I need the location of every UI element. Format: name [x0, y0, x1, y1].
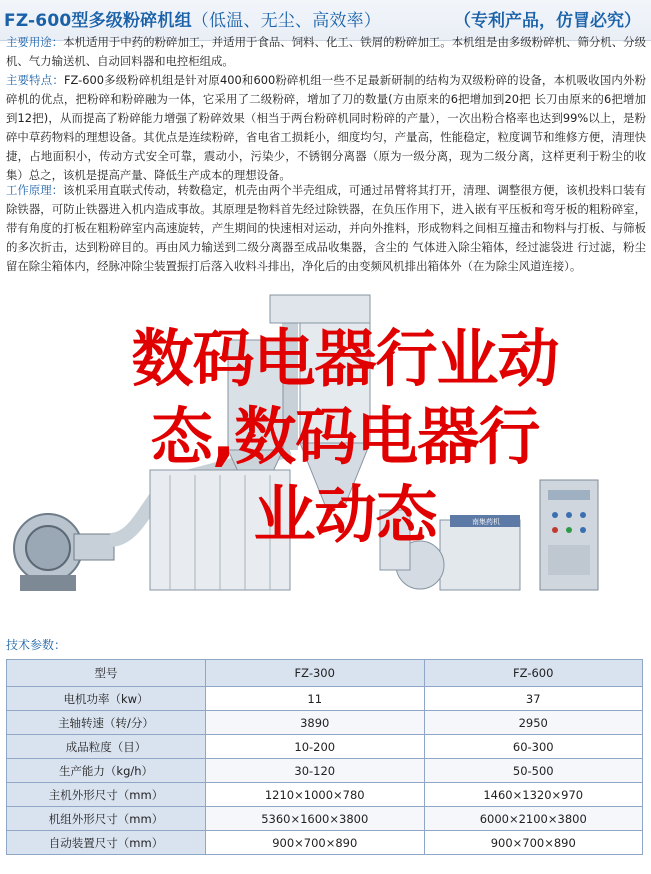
- params-table: [6, 659, 643, 855]
- table-row: [7, 735, 643, 759]
- machine-label: 南集药机: [472, 518, 500, 526]
- table-row: [7, 783, 643, 807]
- table-row: [7, 807, 643, 831]
- section-features: [6, 71, 646, 185]
- section-principle-text: 该机采用直联式传动，转数稳定，机壳由两个半壳组成，可通过吊臂将其打开，清理、调整很方便，该机投料口装有除铁器，可防止铁器进入机内造成事故。其原理是物料首先经过除铁器，在负压作用下，进入嵌有平压板和弯牙板的粗粉碎室，带有角度的打板在粗粉碎室内高速旋转，产生期间的快速相对运动，并向外推料，形成物料之间相互撞击和物料与打板、与筛板的多次折击，达到粉碎目的。再由风力输送到二级分离器至成品收集器，含尘的 气体进入除尘箱体，经过滤袋进 行过滤，粉尘留在除尘箱体内，经脉冲除尘装置振打后落入收料斗排出，净化后的由变频风机排出箱体外（在为除尘风道连接）。: [6, 183, 646, 273]
- patent-notice: （专利产品，仿冒必究）: [454, 11, 641, 31]
- cell-fz600: 2950: [424, 711, 643, 735]
- section-usage-text: 本机适用于中药的粉碎加工，并适用于食品、饲料、化工、铁屑的粉碎加工。本机组是由多级粉碎机、筛分机、分级机、气力输送机、自动回料器和电控柜组成。: [6, 35, 646, 68]
- table-row: [7, 759, 643, 783]
- row-label: 生产能力（kg/h）: [7, 759, 206, 783]
- params-title: 技术参数：: [6, 638, 67, 652]
- overlay-line-2: 态,数码电器行: [150, 400, 540, 473]
- header-cell: FZ-300: [206, 660, 425, 687]
- section-usage-label: 主要用途：: [6, 35, 64, 49]
- table-row: [7, 687, 643, 711]
- title-model: FZ-600型多级粉碎机组: [4, 11, 192, 31]
- section-usage: [6, 33, 646, 71]
- cell-fz600: 50-500: [424, 759, 643, 783]
- cell-fz600: 37: [424, 687, 643, 711]
- overlay-headline: [50, 320, 640, 554]
- cell-fz600: 6000×2100×3800: [424, 807, 643, 831]
- cell-fz600: 1460×1320×970: [424, 783, 643, 807]
- cell-fz300: 900×700×890: [206, 831, 425, 855]
- cell-fz600: 900×700×890: [424, 831, 643, 855]
- header-cell: 型号: [7, 660, 206, 687]
- table-row: [7, 831, 643, 855]
- cell-fz300: 3890: [206, 711, 425, 735]
- cell-fz300: 30-120: [206, 759, 425, 783]
- row-label: 机组外形尺寸（mm）: [7, 807, 206, 831]
- header-cell: FZ-600: [424, 660, 643, 687]
- row-label: 成品粒度（目）: [7, 735, 206, 759]
- cell-fz300: 5360×1600×3800: [206, 807, 425, 831]
- row-label: 自动装置尺寸（mm）: [7, 831, 206, 855]
- cell-fz300: 1210×1000×780: [206, 783, 425, 807]
- page-title: [4, 6, 381, 31]
- cell-fz300: 10-200: [206, 735, 425, 759]
- section-features-label: 主要特点：: [6, 73, 64, 87]
- overlay-line-3: 业动态: [253, 478, 437, 551]
- section-principle-label: 工作原理：: [6, 183, 64, 197]
- overlay-line-1: 数码电器行业动: [131, 322, 559, 395]
- section-features-text: FZ-600多级粉碎机组是针对原400和600粉碎机组一些不足最新研制的结构为双级粉碎的设备，本机吸收国内外粉碎机的优点，把粉碎和粉碎融为一体，它采用了二级粉碎，增加了刀的数量(方由原来的6把增加到20把 长刀由原来的6把增加到12把)，从而提高了粉碎能力增强了粉碎效果（相当于两台粉碎机同时粉碎的产量），一次出粉合格率也达到99%以上，是粉碎中草药物料的理想设备。其优点是连续粉碎，省电省工损耗小，细度均匀，产量高，性能稳定，粒度调节和维修方便，清理快捷，占地面积小，传动方式安全可靠，震动小，污染少，不锈钢分离器（原为一级分离，现为二级分离，这样更利于粉尘的收集）总之，该机是提高产量、降低生产成本的理想设备。: [6, 73, 646, 182]
- row-label: 主机外形尺寸（mm）: [7, 783, 206, 807]
- title-features: （低温、无尘、高效率）: [191, 11, 381, 31]
- row-label: 主轴转速（转/分）: [7, 711, 206, 735]
- cell-fz600: 60-300: [424, 735, 643, 759]
- row-label: 电机功率（kw）: [7, 687, 206, 711]
- table-header-row: [7, 660, 643, 687]
- cell-fz300: 11: [206, 687, 425, 711]
- table-row: [7, 711, 643, 735]
- section-principle: [6, 181, 646, 276]
